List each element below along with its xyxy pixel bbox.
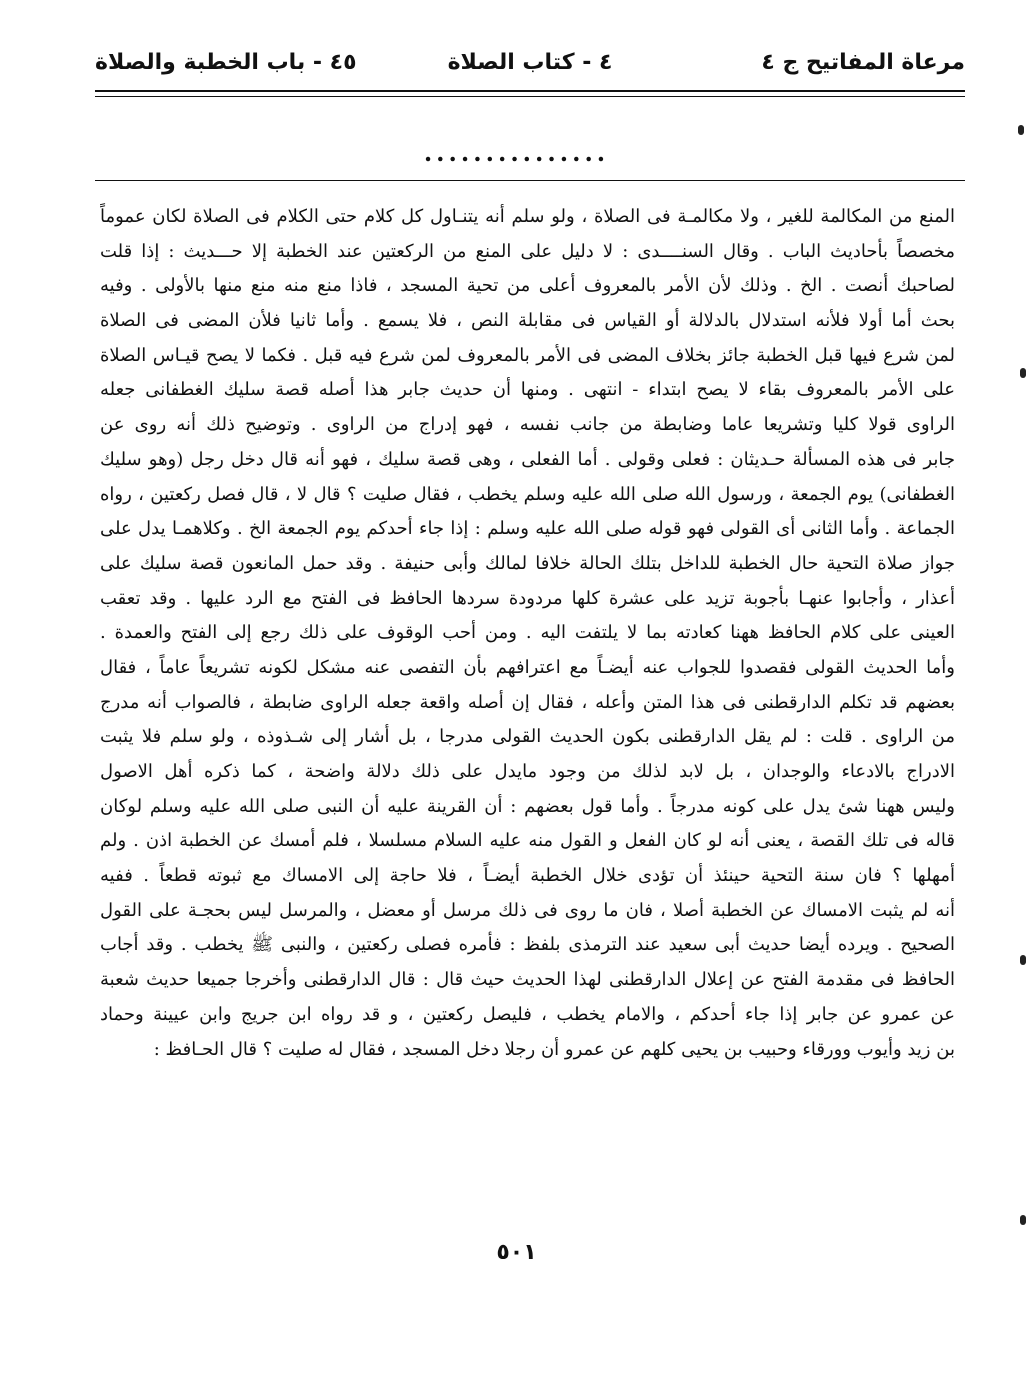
text-line: وليس ههنا شئ يدل على كونه مدرجاً . وأما قول بعضهم : أن القرينة عليه أن النبى صلى الله عليه وسلم لوكان xyxy=(100,795,955,817)
text-line: بحث أما أولا فلأنه استدلال بالدلالة أو القياس فى مقابلة النص ، فلا يسمع . وأما ثانيا فلأن المضى فى الصلاة xyxy=(100,310,955,332)
text-line: لمن شرع فيها قبل الخطبة جائز بخلاف المضى فى الأمر بالمعروف لمن شرع فيه قبل . فكما لا يصح قيـاس الصلاة xyxy=(100,344,955,366)
text-line: وأما الحديث القولى فقصدوا للجواب عنه أيضـاً مع اعترافهم بأن التفصى عنه مشكل لكونه تشريعاً عاماً ، فقال xyxy=(100,656,955,678)
text-line: مخصصاً بأحاديث الباب . وقال السنــــدى : لا دليل على المنع من الركعتين عند الخطبة إلا حـــديث : إذا قلت xyxy=(100,240,955,262)
section-separator-dots: ............... xyxy=(423,138,610,167)
running-header xyxy=(95,40,965,90)
text-line: جابر فى هذه المسألة حـديثان : فعلى وقولى . أما الفعلى ، وهى قصة سليك ، فهو أنه قال دخل رجل (وهو سليك xyxy=(100,448,955,470)
text-line: الصحيح . ويرده أيضا حديث أبى سعيد عند الترمذى بلفظ : فأمره فصلى ركعتين ، والنبى ﷺ يخطب . وقد أجاب xyxy=(100,934,955,956)
text-line: العينى على كلام الحافظ ههنا كعادته بما لا يلتفت اليه . ومن أحب الوقوف على ذلك رجع إلى الفتح والعمدة . xyxy=(100,622,955,644)
text-line: الجماعة . وأما الثانى أى القولى فهو قوله صلى الله عليه وسلم : إذا جاء أحدكم يوم الجمعة الخ . وكلاهمـا يدل على xyxy=(100,518,955,540)
text-line: جواز صلاة التحية حال الخطبة للداخل بتلك الحالة خلافا لمالك وأبى حنيفة . وقد حمل المانعون قصة سليك على xyxy=(100,552,955,574)
commentary-text xyxy=(100,200,955,1067)
text-line: بعضهم قد تكلم الدارقطنى فى هذا المتن وأعله ، فقال إن أصله واقعة جعله الراوى ضابطة ، فالصواب أنه مدرج xyxy=(100,691,955,713)
text-line: لصاحبك أنصت . الخ . وذلك لأن الأمر بالمعروف أعلى من تحية المسجد ، فاذا منع منه منع منها بالأولى . وفيه xyxy=(100,275,955,297)
scan-mark xyxy=(1020,368,1026,378)
header-section: ٤٥ - باب الخطبة والصلاة xyxy=(95,50,357,75)
text-line: أعذار ، وأجابوا عنهـا بأجوبة تزيد على عشرة كلها مردودة سردها الحافظ فى الفتح مع الرد عليها . وقد تعقب xyxy=(100,587,955,609)
text-line: الحافظ فى مقدمة الفتح عن إعلال الدارقطنى لهذا الحديث حيث قال : قال الدارقطنى وأخرجا جميعا حديث شعبة xyxy=(100,969,955,991)
text-line: بن زيد وأيوب وورقاء وحبيب بن يحيى كلهم عن عمرو أن رجلا دخل المسجد ، فقال له صليت ؟ قال الحـافظ : xyxy=(153,1038,955,1060)
text-line: أمهلها ؟ فان سنة التحية حينئذ أن تؤدى خلال الخطبة أيضـاً ، فلا حاجة إلى الامساك مع ثبوته قطعاً . ففيه xyxy=(100,865,955,887)
header-chapter: ٤ - كتاب الصلاة xyxy=(447,50,613,75)
text-line: من الراوى . قلت : لم يقل الدارقطنى بكون الحديث القولى مدرجا ، بل أشار إلى شـذوذه ، ولو سلم فلا يثبت xyxy=(100,726,955,748)
text-line: الادراج بالادعاء والوجدان ، بل لابد لذلك من وجود مايدل على ذلك دلالة واضحة ، كما ذكره أهل الاصول xyxy=(100,761,955,782)
page-number: ٥٠١ xyxy=(496,1240,537,1265)
header-book-title: مرعاة المفاتيح ج ٤ xyxy=(761,50,965,75)
text-line: عن عمرو عن جابر إذا جاء أحدكم ، والامام يخطب ، فليصل ركعتين ، و قد رواه ابن جريج وابن عيينة وحماد xyxy=(100,1003,955,1025)
text-line: أنه لم يثبت الامساك عن الخطبة أصلا ، فان ما روى فى ذلك مرسل أو معضل ، والمرسل ليس بحجـة على القول xyxy=(100,899,955,921)
text-line: المنع من المكالمة للغير ، ولا مكالمـة فى الصلاة ، ولو سلم أنه يتنـاول كل كلام حتى الكلام فى الصلاة لكان عموماً xyxy=(100,206,955,227)
footnote-rule xyxy=(95,180,965,181)
header-double-rule xyxy=(95,90,965,97)
scan-mark xyxy=(1018,125,1024,135)
text-line: الغطفانى) يوم الجمعة ، ورسول الله صلى الله عليه وسلم يخطب ، فقال صليت ؟ قال لا ، قال فصل ركعتين ، رواه xyxy=(100,483,955,505)
text-line: قاله فى تلك القصة ، يعنى أنه لو كان الفعل و القول منه عليه السلام مسلسلا ، فلم أمسك عن الخطبة اذن . ولم xyxy=(100,830,955,852)
scan-mark xyxy=(1020,1215,1026,1225)
scan-mark xyxy=(1020,955,1026,965)
text-line: الراوى قولا كليا وتشريعا عاما وضابطة من جانب نفسه ، فهو إدراج من الراوى . وتوضيح ذلك أنه روى عن xyxy=(100,414,955,436)
text-line: على الأمر بالمعروف بقاء لا يصح ابتداء - انتهى . ومنها أن حديث جابر هذا أصله قصة سليك الغطفانى جعله xyxy=(100,379,955,401)
